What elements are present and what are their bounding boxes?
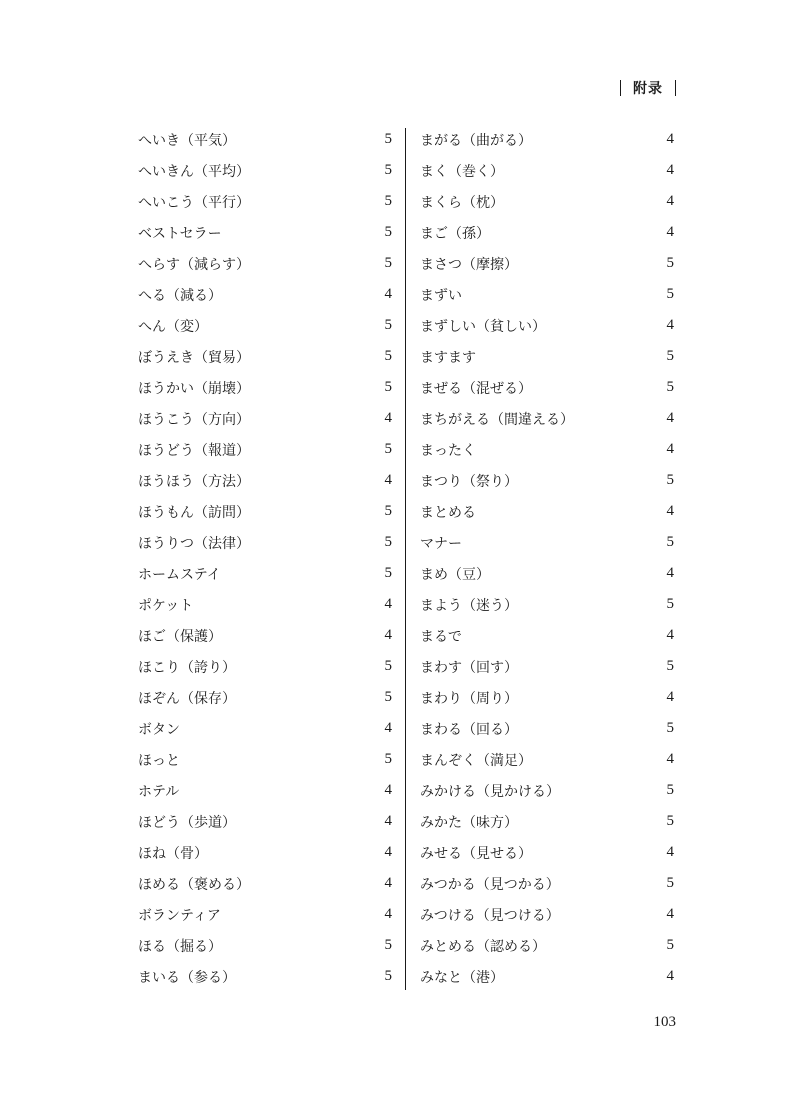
vocab-word: へいこう（平行）: [138, 194, 250, 211]
jlpt-level: 5: [666, 596, 674, 612]
vocab-entry: [420, 744, 680, 775]
vocab-entry: [420, 527, 680, 558]
jlpt-level: 5: [384, 658, 392, 674]
jlpt-level: 5: [666, 720, 674, 736]
vocab-column-left: [138, 124, 398, 992]
vocab-word: みとめる（認める）: [420, 938, 546, 955]
vocab-entry: [138, 341, 398, 372]
vocab-word: まわす（回す）: [420, 659, 518, 676]
vocab-entry: [138, 217, 398, 248]
jlpt-level: 4: [384, 906, 392, 922]
vocab-entry: [138, 682, 398, 713]
jlpt-level: 4: [384, 627, 392, 643]
jlpt-level: 5: [666, 286, 674, 302]
vocab-word: まるで: [420, 628, 462, 645]
vocab-entry: [138, 651, 398, 682]
vocab-entry: [420, 961, 680, 992]
vocab-word: まずい: [420, 287, 462, 304]
vocab-word: まいる（参る）: [138, 969, 236, 986]
vocab-word: ほる（掘る）: [138, 938, 222, 955]
jlpt-level: 4: [666, 441, 674, 457]
jlpt-level: 5: [666, 813, 674, 829]
vocab-word: ボランティア: [138, 907, 221, 924]
vocab-word: ボタン: [138, 721, 180, 738]
jlpt-level: 5: [384, 968, 392, 984]
jlpt-level: 5: [666, 875, 674, 891]
vocab-word: まちがえる（間違える）: [420, 411, 574, 428]
vocab-entry: [420, 279, 680, 310]
jlpt-level: 4: [666, 968, 674, 984]
jlpt-level: 5: [666, 658, 674, 674]
jlpt-level: 4: [666, 503, 674, 519]
vocab-entry: [138, 837, 398, 868]
vocab-entry: [138, 496, 398, 527]
vocab-word: みかた（味方）: [420, 814, 518, 831]
jlpt-level: 4: [666, 565, 674, 581]
jlpt-level: 5: [384, 379, 392, 395]
vocab-word: みかける（見かける）: [420, 783, 560, 800]
jlpt-level: 5: [666, 348, 674, 364]
vocab-word: ほうもん（訪問）: [138, 504, 250, 521]
vocab-word: まずしい（貧しい）: [420, 318, 546, 335]
vocab-entry: [420, 837, 680, 868]
jlpt-level: 4: [384, 844, 392, 860]
vocab-word: ほぞん（保存）: [138, 690, 236, 707]
vocab-entry: [138, 713, 398, 744]
jlpt-level: 4: [666, 193, 674, 209]
vocab-word: ぼうえき（貿易）: [138, 349, 250, 366]
jlpt-level: 4: [666, 131, 674, 147]
vocab-word: まとめる: [420, 504, 476, 521]
header-title: 附录: [633, 81, 663, 97]
jlpt-level: 5: [384, 503, 392, 519]
vocab-word: みつける（見つける）: [420, 907, 560, 924]
jlpt-level: 5: [666, 937, 674, 953]
vocab-entry: [420, 186, 680, 217]
jlpt-level: 4: [384, 286, 392, 302]
vocab-entry: [138, 279, 398, 310]
vocab-word: ほね（骨）: [138, 845, 208, 862]
vocab-entry: [138, 744, 398, 775]
vocab-word: ベストセラー: [138, 225, 222, 242]
vocab-entry: [420, 124, 680, 155]
jlpt-level: 4: [384, 782, 392, 798]
vocab-entry: [138, 403, 398, 434]
vocab-entry: [420, 930, 680, 961]
vocab-word: まつり（祭り）: [420, 473, 518, 490]
vocab-entry: [420, 465, 680, 496]
vocab-word: まよう（迷う）: [420, 597, 518, 614]
vocab-entry: [420, 341, 680, 372]
vocab-word: ほめる（褒める）: [138, 876, 250, 893]
vocab-word: まわり（周り）: [420, 690, 518, 707]
vocab-word: ポケット: [138, 597, 194, 614]
jlpt-level: 5: [384, 565, 392, 581]
vocab-word: まくら（枕）: [420, 194, 504, 211]
jlpt-level: 4: [666, 410, 674, 426]
vocab-entry: [138, 248, 398, 279]
jlpt-level: 5: [384, 751, 392, 767]
vocab-entry: [420, 682, 680, 713]
jlpt-level: 5: [384, 937, 392, 953]
jlpt-level: 5: [666, 255, 674, 271]
vocab-entry: [138, 868, 398, 899]
vocab-entry: [138, 620, 398, 651]
vocab-entry: [138, 372, 398, 403]
vocab-entry: [138, 434, 398, 465]
header-right-bar: [675, 80, 676, 96]
page-number: 103: [653, 1014, 676, 1030]
vocab-column-right: [420, 124, 680, 992]
jlpt-level: 4: [384, 472, 392, 488]
jlpt-level: 5: [384, 689, 392, 705]
vocab-entry: [138, 806, 398, 837]
jlpt-level: 5: [666, 534, 674, 550]
jlpt-level: 5: [384, 348, 392, 364]
vocab-word: ほこり（誇り）: [138, 659, 236, 676]
vocab-word: ほうりつ（法律）: [138, 535, 250, 552]
jlpt-level: 5: [384, 255, 392, 271]
vocab-entry: [420, 217, 680, 248]
vocab-word: みなと（港）: [420, 969, 504, 986]
vocab-entry: [138, 310, 398, 341]
jlpt-level: 4: [384, 813, 392, 829]
vocab-entry: [138, 899, 398, 930]
vocab-entry: [138, 186, 398, 217]
vocab-word: ほっと: [138, 752, 180, 769]
vocab-word: まぜる（混ぜる）: [420, 380, 532, 397]
vocab-entry: [138, 558, 398, 589]
vocab-entry: [138, 961, 398, 992]
vocab-entry: [138, 124, 398, 155]
jlpt-level: 5: [384, 131, 392, 147]
jlpt-level: 4: [666, 162, 674, 178]
jlpt-level: 4: [666, 751, 674, 767]
vocab-word: ほご（保護）: [138, 628, 222, 645]
vocab-entry: [420, 589, 680, 620]
vocab-entry: [420, 868, 680, 899]
jlpt-level: 4: [384, 410, 392, 426]
jlpt-level: 5: [384, 317, 392, 333]
vocab-word: まわる（回る）: [420, 721, 518, 738]
vocab-word: ほうほう（方法）: [138, 473, 250, 490]
vocab-word: へらす（減らす）: [138, 256, 250, 273]
vocab-entry: [420, 651, 680, 682]
jlpt-level: 5: [666, 472, 674, 488]
vocab-entry: [420, 775, 680, 806]
jlpt-level: 4: [666, 844, 674, 860]
vocab-word: まんぞく（満足）: [420, 752, 532, 769]
vocab-word: ほうどう（報道）: [138, 442, 250, 459]
vocab-entry: [420, 403, 680, 434]
jlpt-level: 4: [666, 906, 674, 922]
vocab-word: まさつ（摩擦）: [420, 256, 518, 273]
column-divider: [405, 128, 406, 990]
vocab-entry: [420, 248, 680, 279]
jlpt-level: 5: [384, 193, 392, 209]
vocab-entry: [420, 434, 680, 465]
vocab-word: へん（変）: [138, 318, 208, 335]
vocab-word: みせる（見せる）: [420, 845, 532, 862]
jlpt-level: 4: [666, 627, 674, 643]
vocab-word: へいきん（平均）: [138, 163, 250, 180]
vocab-entry: [420, 496, 680, 527]
jlpt-level: 5: [384, 441, 392, 457]
vocab-word: ますます: [420, 349, 476, 366]
vocab-word: まご（孫）: [420, 225, 490, 242]
vocab-word: みつかる（見つかる）: [420, 876, 560, 893]
vocab-entry: [138, 155, 398, 186]
vocab-entry: [420, 620, 680, 651]
jlpt-level: 4: [666, 317, 674, 333]
vocab-entry: [138, 527, 398, 558]
vocab-word: ほうかい（崩壊）: [138, 380, 250, 397]
jlpt-level: 4: [666, 224, 674, 240]
vocab-entry: [138, 465, 398, 496]
vocab-entry: [420, 899, 680, 930]
vocab-word: ホテル: [138, 783, 180, 800]
jlpt-level: 5: [666, 379, 674, 395]
jlpt-level: 5: [384, 534, 392, 550]
vocab-entry: [420, 310, 680, 341]
jlpt-level: 4: [384, 875, 392, 891]
vocab-word: へいき（平気）: [138, 132, 236, 149]
jlpt-level: 5: [384, 162, 392, 178]
jlpt-level: 4: [384, 596, 392, 612]
vocab-word: へる（減る）: [138, 287, 222, 304]
jlpt-level: 4: [666, 689, 674, 705]
jlpt-level: 4: [384, 720, 392, 736]
vocab-entry: [138, 589, 398, 620]
jlpt-level: 5: [384, 224, 392, 240]
vocab-entry: [138, 775, 398, 806]
vocab-entry: [420, 155, 680, 186]
vocab-word: ほどう（歩道）: [138, 814, 236, 831]
vocab-word: まく（巻く）: [420, 163, 504, 180]
jlpt-level: 5: [666, 782, 674, 798]
vocab-entry: [420, 713, 680, 744]
vocab-entry: [420, 372, 680, 403]
vocab-word: ホームステイ: [138, 566, 221, 583]
vocab-entry: [420, 558, 680, 589]
vocab-word: まがる（曲がる）: [420, 132, 532, 149]
vocab-word: まめ（豆）: [420, 566, 490, 583]
vocab-word: まったく: [420, 442, 476, 459]
vocab-entry: [138, 930, 398, 961]
vocab-word: マナー: [420, 535, 462, 552]
running-header: [620, 76, 676, 100]
vocab-word: ほうこう（方向）: [138, 411, 250, 428]
vocab-entry: [420, 806, 680, 837]
